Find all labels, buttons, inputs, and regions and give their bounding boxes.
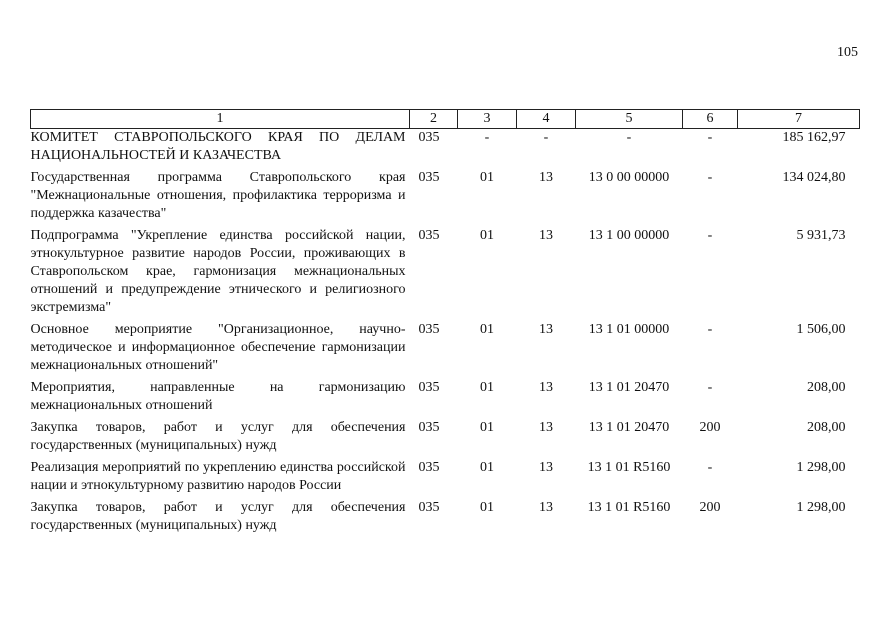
row-name: Государственная программа Ставропольского края "Межнациональные отношения, профилактика терроризма и поддержка казачества"	[30, 170, 406, 221]
column-header-1: 1	[31, 110, 410, 129]
cell-amount: 1 298,00	[796, 460, 846, 475]
table-row	[31, 379, 860, 419]
column-header-7: 7	[738, 110, 860, 129]
cell-expense-type: 200	[699, 420, 721, 435]
budget-table	[30, 109, 860, 539]
cell-section: 01	[480, 170, 494, 185]
cell-target-article: 13 1 01 R5160	[587, 460, 671, 475]
cell-amount: 134 024,80	[782, 170, 846, 185]
column-header-2: 2	[410, 110, 458, 129]
cell-target-article: 13 0 00 00000	[588, 170, 670, 185]
row-name: Подпрограмма "Укрепление единства российской нации, этнокультурное развитие народов России, проживающих в Ставропольском крае, гармонизация межнациональных отношений и предупреждение этнического и религиозного экстремизма"	[30, 228, 406, 315]
cell-ministry-code: 035	[418, 170, 440, 185]
cell-expense-type: 200	[699, 500, 721, 515]
row-name: КОМИТЕТ СТАВРОПОЛЬСКОГО КРАЯ ПО ДЕЛАМ НАЦИОНАЛЬНОСТЕЙ И КАЗАЧЕСТВА	[30, 130, 406, 163]
cell-subsection: 13	[539, 420, 553, 435]
cell-target-article: -	[626, 130, 632, 145]
cell-section: 01	[480, 380, 494, 395]
cell-target-article: 13 1 01 R5160	[587, 500, 671, 515]
cell-ministry-code: 035	[418, 228, 440, 243]
cell-ministry-code: 035	[418, 420, 440, 435]
table-row	[31, 419, 860, 459]
table-row	[31, 129, 860, 170]
column-header-3: 3	[458, 110, 517, 129]
cell-subsection: 13	[539, 228, 553, 243]
cell-section: 01	[480, 420, 494, 435]
cell-expense-type: -	[707, 322, 713, 337]
table-row	[31, 227, 860, 321]
cell-section: 01	[480, 500, 494, 515]
cell-amount: 1 298,00	[796, 500, 846, 515]
cell-ministry-code: 035	[418, 130, 440, 145]
cell-amount: 5 931,73	[796, 228, 846, 243]
cell-expense-type: -	[707, 170, 713, 185]
table-row	[31, 499, 860, 539]
column-header-4: 4	[517, 110, 576, 129]
row-name: Закупка товаров, работ и услуг для обеспечения государственных (муниципальных) нужд	[30, 420, 406, 453]
cell-target-article: 13 1 00 00000	[588, 228, 670, 243]
cell-target-article: 13 1 01 00000	[588, 322, 670, 337]
header-row	[31, 110, 860, 129]
row-name: Реализация мероприятий по укреплению единства российской нации и этнокультурному развитию народов России	[30, 460, 406, 493]
cell-ministry-code: 035	[418, 322, 440, 337]
cell-target-article: 13 1 01 20470	[588, 380, 670, 395]
table-row	[31, 321, 860, 379]
cell-ministry-code: 035	[418, 460, 440, 475]
cell-section: -	[484, 130, 490, 145]
cell-amount: 208,00	[807, 420, 846, 435]
cell-subsection: 13	[539, 380, 553, 395]
cell-subsection: 13	[539, 500, 553, 515]
cell-subsection: 13	[539, 170, 553, 185]
cell-target-article: 13 1 01 20470	[588, 420, 670, 435]
cell-subsection: 13	[539, 322, 553, 337]
column-header-6: 6	[683, 110, 738, 129]
cell-section: 01	[480, 228, 494, 243]
cell-expense-type: -	[707, 228, 713, 243]
cell-subsection: 13	[539, 460, 553, 475]
cell-amount: 1 506,00	[796, 322, 846, 337]
table-row	[31, 459, 860, 499]
cell-section: 01	[480, 460, 494, 475]
cell-section: 01	[480, 322, 494, 337]
row-name: Основное мероприятие "Организационное, научно-методическое и информационное обеспечение гармонизации межнациональных отношений"	[30, 322, 406, 373]
page-number: 105	[837, 45, 858, 60]
row-name: Мероприятия, направленные на гармонизацию межнациональных отношений	[30, 380, 406, 413]
row-name: Закупка товаров, работ и услуг для обеспечения государственных (муниципальных) нужд	[30, 500, 406, 533]
cell-amount: 185 162,97	[782, 130, 846, 145]
cell-ministry-code: 035	[418, 380, 440, 395]
cell-subsection: -	[543, 130, 549, 145]
cell-amount: 208,00	[807, 380, 846, 395]
cell-expense-type: -	[707, 460, 713, 475]
column-header-5: 5	[576, 110, 683, 129]
cell-expense-type: -	[707, 130, 713, 145]
table-row	[31, 169, 860, 227]
cell-expense-type: -	[707, 380, 713, 395]
cell-ministry-code: 035	[418, 500, 440, 515]
